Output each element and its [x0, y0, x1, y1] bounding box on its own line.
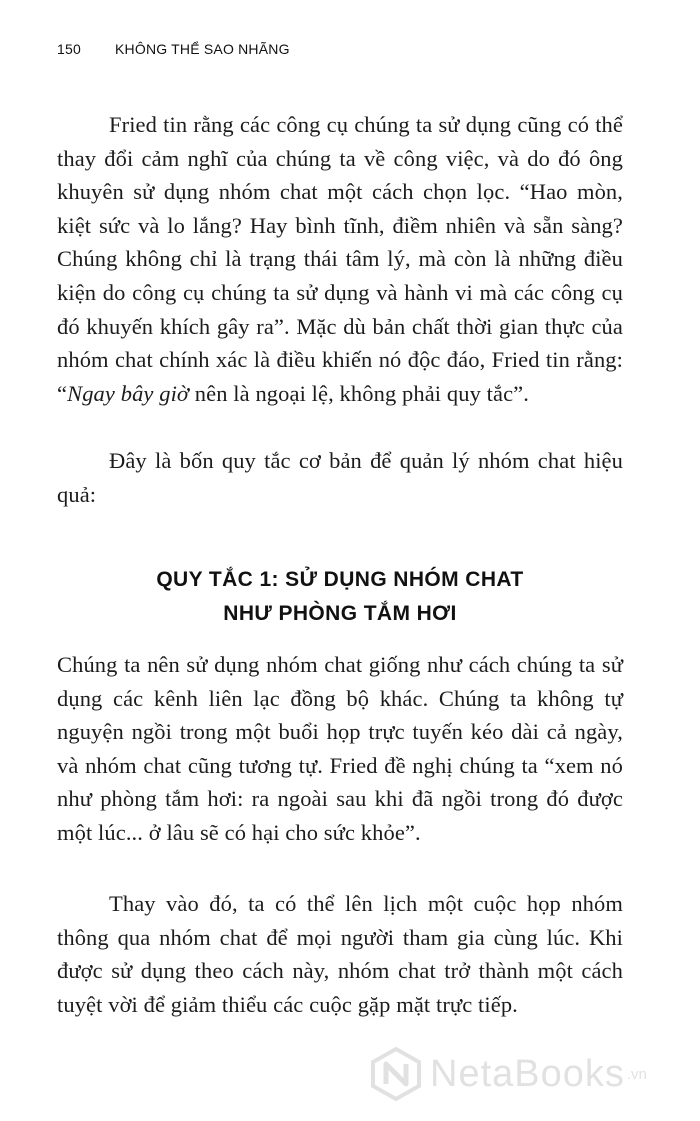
section-heading-line-1: QUY TẮC 1: SỬ DỤNG NHÓM CHAT [156, 568, 524, 591]
paragraph-4: Thay vào đó, ta có thể lên lịch một cuộc họp nhóm thông qua nhóm chat để mọi người tham gia cùng lúc. Khi được sử dụng theo cách này, nhóm chat trở thành một cách tuyệt vời để giảm thiểu các cuộc gặp mặt trực tiếp. [57, 891, 623, 1017]
paragraph-2: Đây là bốn quy tắc cơ bản để quản lý nhóm chat hiệu quả: [57, 448, 623, 507]
section-heading-line-2: NHƯ PHÒNG TẮM HƠI [223, 602, 457, 625]
netabooks-logo-icon [368, 1046, 424, 1102]
running-head [57, 41, 290, 57]
watermark [368, 1046, 647, 1102]
page-number: 150 [57, 41, 81, 57]
watermark-suffix: .vn [626, 1065, 647, 1083]
paragraph-1 [57, 108, 623, 410]
paragraph-1-italic: Ngay bây giờ [67, 380, 190, 406]
paragraph-3: Chúng ta nên sử dụng nhóm chat giống như cách chúng ta sử dụng các kênh liên lạc đồng bộ khác. Chúng ta không tự nguyện ngồi trong một buổi họp trực tuyến kéo dài cả ngày, và nhóm chat cũng tương tự. Fried đề nghị chúng ta “xem nó như phòng tắm hơi: ra ngoài sau khi đã ngồi trong đó được một lúc... ở lâu sẽ có hại cho sức khỏe”. [57, 652, 623, 845]
book-title: KHÔNG THỂ SAO NHÃNG [115, 41, 290, 57]
paragraph-1-text-a: Fried tin rằng các công cụ chúng ta sử dụng cũng có thể thay đổi cảm nghĩ của chúng ta về công việc, và do đó ông khuyên sử dụng nhóm chat một cách chọn lọc. “Hao mòn, kiệt sức và lo lắng? Hay bình tĩnh, điềm nhiên và sẵn sàng? Chúng không chỉ là trạng thái tâm lý, mà còn là những điều kiện do công cụ chúng ta sử dụng và hành vi mà các công cụ đó khuyến khích gây ra”. Mặc dù bản chất thời gian thực của nhóm chat chính xác là điều khiến nó độc đáo, Fried tin rằng: “ [57, 112, 623, 406]
paragraph-1-text-b: nên là ngoại lệ, không phải quy tắc”. [189, 380, 529, 406]
section-heading [57, 563, 623, 631]
watermark-brand: NetaBooks [430, 1052, 625, 1095]
